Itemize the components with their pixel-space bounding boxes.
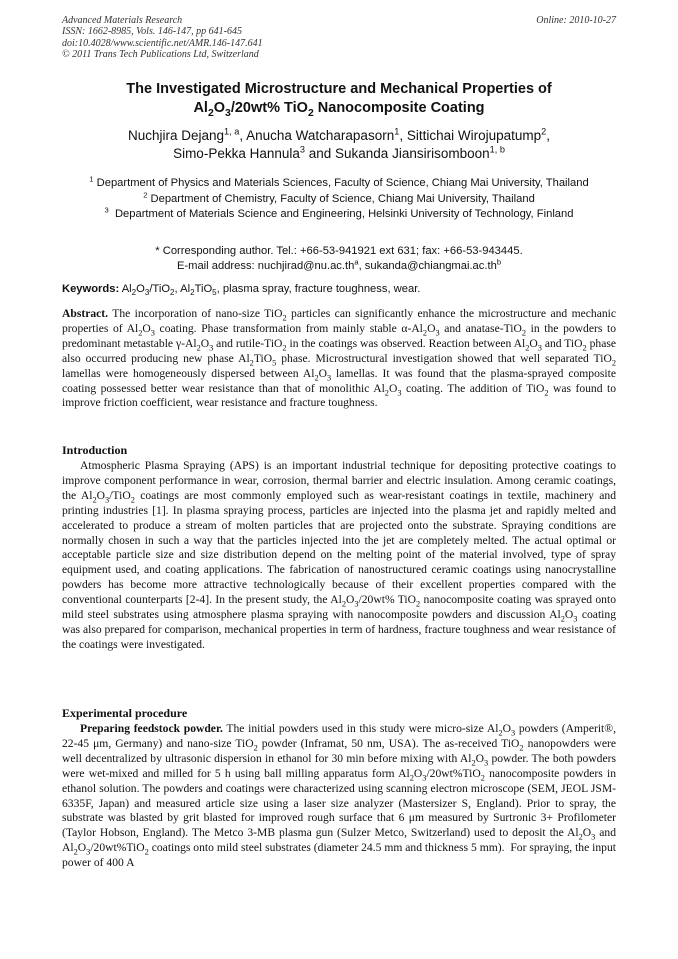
journal-name: Advanced Materials Research bbox=[62, 15, 183, 26]
title-line-1: The Investigated Microstructure and Mechanical Properties of bbox=[126, 81, 552, 97]
introduction-text: Atmospheric Plasma Spraying (APS) is an important industrial technique for depositing protective coatings to improve component performance in wear, corrosion, thermal barrier and electric insulation. Among ceramic coatings, the $Al_2O_3/TiO_2$ coatings are most commonly employed such as wear-resistant coatings in textile, machinery and printing industries [1]. In plasma spraying process, particles are injected into the plasma jet and rapidly melted and accelerated to produce a stream of molten particles that are projected onto the substrate. Spraying conditions are normally chosen in such a way that the particles injected into the jet are completely melted. The actual optimal or acceptable particle size and size distribution depend on the melting point of the material involved, type of spray equipment used, and coating applications. The fabrication of nanostructured ceramic coatings using nanocrystalline powders has become more attractive technologically because of their excellent properties compared with the conventional counterparts [2-4]. In the present study, the $Al_2O_3/20wt\%$ TiO$_2$ nanocomposite coating was sprayed onto mild steel substrates using atmosphere plasma spraying with nanocomposite powders and discussion $Al_2O_3$ coating was also prepared for comparison, mechanical properties in term of hardness, fracture toughness and wear resistance of the coatings were investigated. bbox=[62, 459, 616, 651]
abstract: Abstract. The incorporation of nano-size TiO$_2$ particles can significantly enhance the microstructure and mechanic properties of $Al_2O_3$ coating. Phase transformation from mainly stable $\alpha-Al_2O_3$ and anatase-TiO$_2$ in the powders to predominant metastable $\gamma-Al_2O_3$ and rutile-TiO$_2$ in the coatings was observed. Reaction between $Al_2O_3$ and TiO$_2$ phase also occurred producing new phase $Al_2TiO_5$ phase. Microstructural investigation showed that well separated TiO$_2$ lamellas were homogeneously dispersed between $Al_2O_3$ lamellas. It was found that the plasma-sprayed composite coating possessed better wear resistance than that of monolithic $Al_2O_3$ coating. The addition of TiO$_2$ was found to improve friction coefficient, wear resistance and fracture toughness. bbox=[62, 307, 617, 410]
contact-email: E-mail address: $nuchjirad@nu.ac.th^a$, $sukanda@chiangmai.ac.th^b$ bbox=[176, 257, 502, 272]
affiliation-1: $^1$ Department of Physics and Materials Sciences, Faculty of Science, Chiang Mai University, Thailand bbox=[89, 174, 589, 189]
corresponding-author bbox=[62, 244, 616, 274]
experimental-heading: Experimental procedure bbox=[62, 706, 188, 720]
introduction-heading: Introduction bbox=[62, 443, 128, 457]
affiliation-2: $^2$ Department of Chemistry, Faculty of Science, Chiang Mai University, Thailand bbox=[143, 189, 535, 205]
doi-line: doi:10.4028/www.scientific.net/AMR.146-147.641 bbox=[62, 37, 263, 49]
keywords: Keywords: $Al_2O_3/TiO_2$, $Al_2TiO_5$, plasma spray, fracture toughness, wear. bbox=[62, 283, 421, 298]
author-list: Nuchjira Dejang$^{1, a}$, Anucha Watcharapasorn$^1$, Sittichai Wirojupatump$^2$, Simo-Pekka Hannula$^3$ and Sukanda Jiansirisomboon$^{1, b}$ bbox=[127, 126, 550, 161]
issn-line: ISSN: 1662-8985, Vols. 146-147, pp 641-645 bbox=[62, 26, 242, 38]
journal-header bbox=[62, 15, 616, 61]
affiliations bbox=[62, 176, 616, 223]
contact-phone: * Corresponding author. Tel.: +66-53-941921 ext 631; fax: +66-53-943445. bbox=[155, 245, 523, 257]
online-date: Online: 2010-10-27 bbox=[536, 15, 616, 26]
title-line-2: $Al_2O_3/20wt\%$ TiO$_2$ Nanocomposite Coating bbox=[193, 100, 485, 119]
copyright-line: © 2011 Trans Tech Publications Ltd, Switzerland bbox=[62, 49, 259, 61]
paper-title bbox=[62, 80, 616, 118]
experimental-text: Preparing feedstock powder. The initial powders used in this study were micro-size $Al_2O_3$ powders (Amperit®, 22-45 μm, Germany) and nano-size TiO$_2$ powder (Inframat, 50 nm, USA). The as-received TiO$_2$ nanopowders were well decentralized by ultrasonic dispersion in ethanol for 30 min before mixing with $Al_2O_3$ powder. The both powders were wet-mixed and milled for 5 h using ball milling apparatus form $Al_2O_3/20wt\%TiO_2$ nanocomposite powders in ethanol solution. The powders and coatings were characterized using scanning electron microscope (SEM, JEOL JSM-6335F, Japan) and measured article size using a laser size analyzer (Mastersizer S, England). Prior to spray, the substrate was blasted by grit blasted for improved rough surface that 6 μm measured by Surtronic 3+ Profilometer (Taylor Hobson, England). The Metco 3-MB plasma gun (Sulzer Metco, Switzerland) used to deposit the $Al_2O_3$ and $Al_2O_3/20wt\%TiO_2$ coatings onto mild steel substrates (diameter 24.5 mm and thickness 5 mm). For spraying, the input power of 400 A bbox=[62, 722, 617, 870]
affiliation-3: $^3$ Department of Materials Science and Engineering, Helsinki University of Technology, Finland bbox=[104, 205, 574, 220]
